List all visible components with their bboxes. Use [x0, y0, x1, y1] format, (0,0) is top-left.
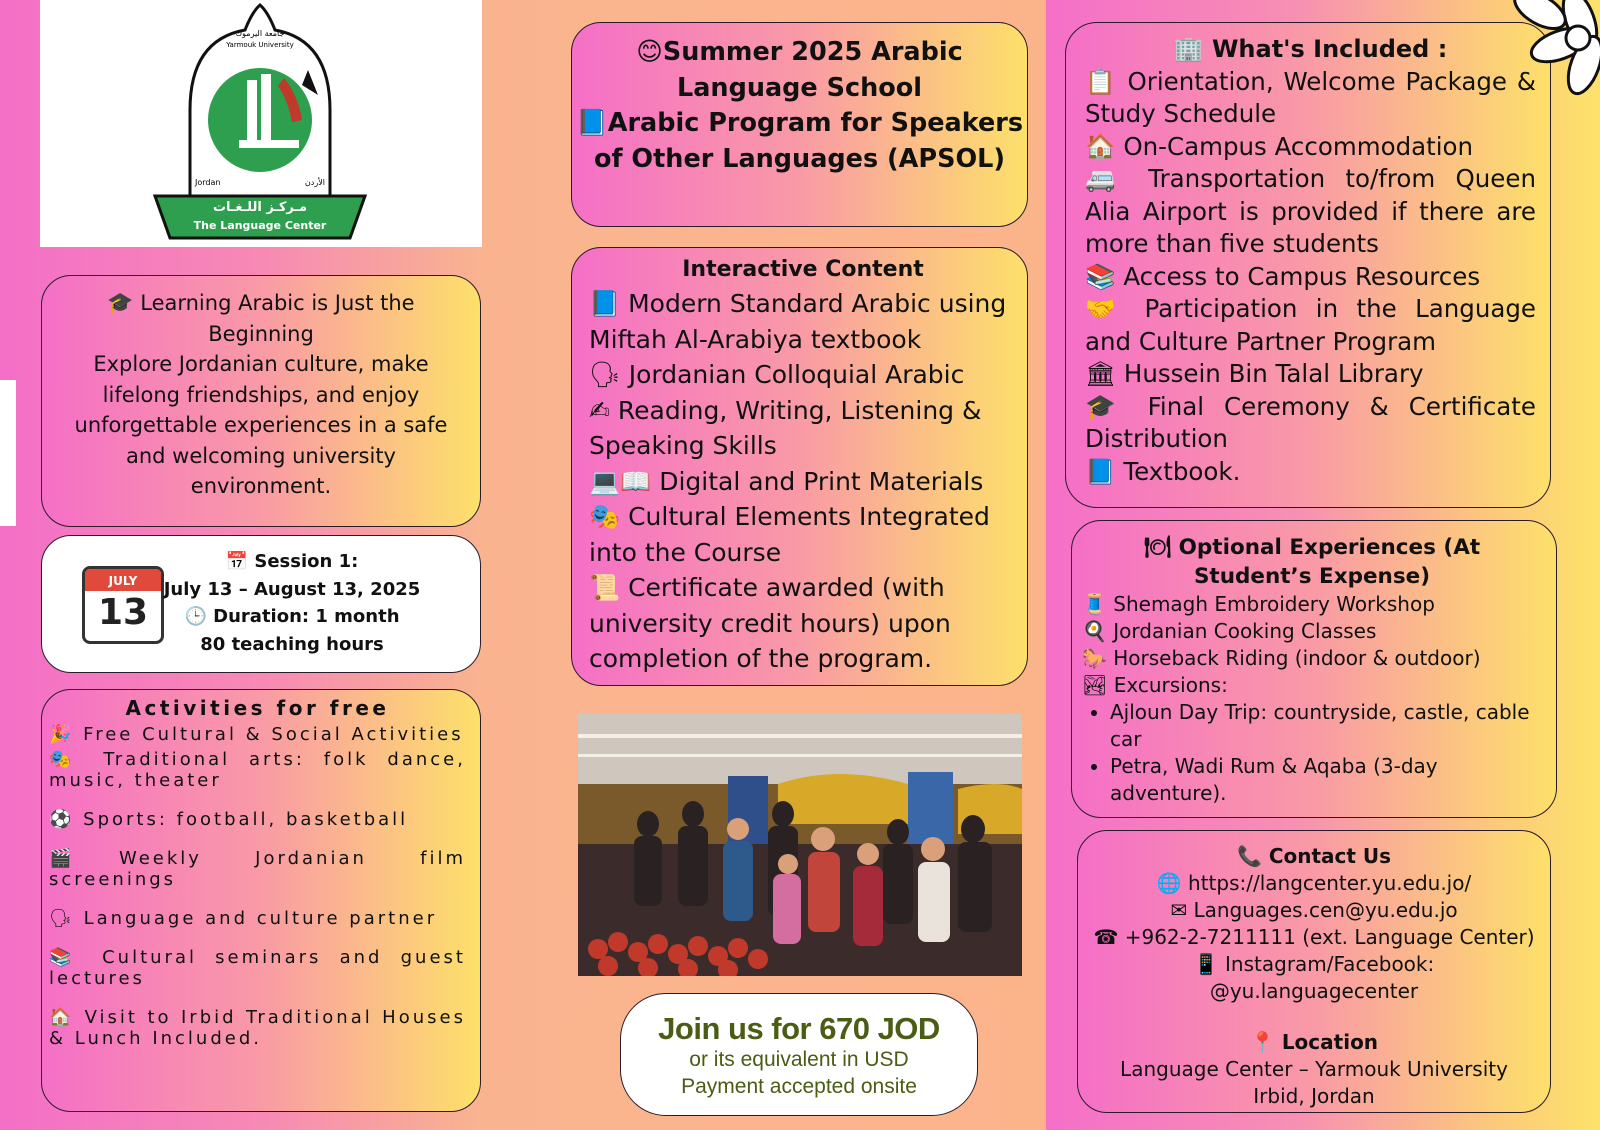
- contact-card: [1077, 830, 1551, 1113]
- intro-heading: Learning Arabic is Just the Beginning: [140, 291, 415, 346]
- language-center-emblem: [40, 0, 482, 247]
- graduation-cap-icon: 🎓: [107, 291, 134, 315]
- logo-english-top: Yarmouk University: [226, 41, 294, 49]
- included-item: 🏛 Hussein Bin Talal Library: [1085, 359, 1424, 388]
- session-label: Session 1:: [254, 551, 359, 572]
- interactive-item: 📘 Modern Standard Arabic using Miftah Al-Arabiya textbook: [589, 289, 1007, 354]
- activity-item: 🎬Weekly Jordanian film screenings: [49, 848, 466, 890]
- optional-item: 🏞 Excursions:: [1082, 673, 1228, 697]
- phone-icon: ☎: [1093, 925, 1119, 949]
- activities-title: Activities for free: [125, 696, 390, 720]
- optional-experiences-card: [1071, 520, 1557, 818]
- telephone-icon: 📞: [1236, 844, 1262, 868]
- party-popper-icon: 🎉: [49, 724, 75, 745]
- session-card: [41, 535, 481, 673]
- handshake-icon: 🤝: [1085, 294, 1127, 323]
- logo-arabic-top: جامعة اليرموك: [235, 29, 285, 38]
- included-item: 🤝 Participation in the Language and Culture Partner Program: [1085, 294, 1536, 356]
- theater-masks-icon: 🎭: [589, 502, 621, 531]
- excursion-item: • Petra, Wadi Rum & Aqaba (3-day adventure).: [1110, 753, 1542, 807]
- globe-icon: 🌐: [1156, 871, 1182, 895]
- intro-heading-line: [58, 288, 464, 349]
- books-icon: 📚: [1085, 261, 1116, 291]
- building-icon: 🏢: [1173, 35, 1204, 63]
- location-title: Location: [1281, 1030, 1379, 1054]
- optional-heading: [1082, 533, 1542, 591]
- thread-icon: 🧵: [1082, 592, 1107, 616]
- clapperboard-icon: 🎬: [49, 848, 119, 869]
- interactive-item: 🗣 Jordanian Colloquial Arabic: [589, 360, 965, 389]
- scroll-icon: 📜: [589, 573, 621, 602]
- smiley-icon: 😊: [636, 37, 663, 67]
- clock-icon: 🕒: [184, 606, 207, 627]
- group-photo-illustration: [578, 714, 1022, 976]
- laptop-book-icon: 💻📖: [589, 466, 652, 496]
- minibus-icon: 🚐: [1085, 164, 1128, 193]
- whats-included-card: [1065, 22, 1551, 508]
- location-line-1: Language Center – Yarmouk University: [1120, 1057, 1508, 1081]
- optional-item: 🧵 Shemagh Embroidery Workshop: [1082, 592, 1435, 616]
- activity-item: 🗣 Language and culture partner: [49, 908, 438, 929]
- book-icon: 📘: [575, 108, 608, 138]
- blue-book-icon: 📘: [1085, 456, 1116, 486]
- contact-title: Contact Us: [1268, 844, 1392, 868]
- interactive-item: ✍ Reading, Writing, Listening & Speaking Skills: [589, 395, 982, 460]
- program-apsol-title: Arabic Program for Speakers of Other Languages (APSOL): [593, 108, 1024, 174]
- group-photo: [578, 714, 1022, 976]
- blue-book-icon: 📘: [589, 289, 621, 318]
- price-payment: Payment accepted onsite: [681, 1075, 917, 1098]
- university-logo: [40, 0, 482, 247]
- included-item: 📚 Access to Campus Resources: [1085, 261, 1481, 291]
- plate-icon: 🍽: [1143, 535, 1172, 560]
- soccer-ball-icon: ⚽: [49, 809, 75, 830]
- envelope-icon: ✉: [1170, 898, 1188, 922]
- activity-item: ⚽ Sports: football, basketball: [49, 809, 409, 830]
- program-title-card: [571, 22, 1028, 227]
- flower-decoration-icon: [1500, 0, 1600, 110]
- location-pin-icon: 📍: [1249, 1030, 1275, 1054]
- location-line-2: Irbid, Jordan: [1253, 1084, 1375, 1108]
- contact-phone[interactable]: +962-2-7211111 (ext. Language Center): [1124, 925, 1535, 949]
- interactive-title: Interactive Content: [682, 257, 924, 282]
- program-school-title: Summer 2025 Arabic Language School: [662, 37, 963, 103]
- intro-body: Explore Jordanian culture, make lifelong friendships, and enjoy unforgettable experiences in a safe and welcoming university environment.: [74, 352, 448, 498]
- speaking-head-icon: 🗣: [49, 908, 75, 929]
- activities-card: [41, 689, 481, 1112]
- price-card: [620, 993, 978, 1116]
- speaking-head-icon: 🗣: [589, 360, 621, 389]
- mobile-phone-icon: 📱: [1193, 952, 1219, 976]
- included-item: 🚐 Transportation to/from Queen Alia Airport is provided if there are more than five students: [1085, 164, 1536, 258]
- intro-card: [41, 275, 481, 527]
- contact-email[interactable]: Languages.cen@yu.edu.jo: [1193, 898, 1458, 922]
- calendar-small-icon: 📅: [225, 551, 249, 572]
- included-title: What's Included :: [1211, 35, 1448, 63]
- included-item: 🎓 Final Ceremony & Certificate Distribution: [1085, 391, 1536, 453]
- excursion-list: [1082, 699, 1542, 807]
- interactive-content-card: [571, 247, 1028, 686]
- optional-item: 🍳 Jordanian Cooking Classes: [1082, 619, 1377, 643]
- included-item: 📋 Orientation, Welcome Package & Study Schedule: [1085, 66, 1536, 128]
- books-icon: 📚: [49, 947, 84, 968]
- edge-strip: [0, 380, 16, 526]
- interactive-item: 📜 Certificate awarded (with university credit hours) upon completion of the program.: [589, 573, 951, 673]
- calendar-day: 13: [97, 592, 149, 633]
- library-icon: 🏛: [1085, 359, 1117, 388]
- interactive-item: 💻📖 Digital and Print Materials: [589, 466, 984, 496]
- contact-social-handle[interactable]: @yu.languagecenter: [1209, 979, 1419, 1003]
- interactive-item: 🎭 Cultural Elements Integrated into the Course: [589, 502, 990, 567]
- activity-item: 📚 Cultural seminars and guest lectures: [49, 947, 466, 989]
- logo-right-label: الأردن: [304, 178, 325, 187]
- theater-masks-icon: 🎭: [49, 749, 85, 770]
- session-details: [152, 548, 432, 658]
- horse-icon: 🐎: [1082, 646, 1107, 670]
- excursion-item: • Ajloun Day Trip: countryside, castle, cable car: [1110, 699, 1542, 753]
- activity-item: 🎉 Free Cultural & Social Activities: [49, 724, 464, 745]
- included-item: 📘 Textbook.: [1085, 456, 1241, 486]
- writing-hand-icon: ✍: [589, 395, 610, 425]
- price-equivalent: or its equivalent in USD: [689, 1048, 909, 1071]
- included-item: 🏠 On-Campus Accommodation: [1085, 131, 1474, 161]
- contact-social-label: Instagram/Facebook:: [1225, 952, 1435, 976]
- graduation-cap-icon: 🎓: [1085, 391, 1128, 421]
- session-hours: 80 teaching hours: [200, 633, 384, 655]
- activity-item: 🎭 Traditional arts: folk dance, music, theater: [49, 749, 466, 791]
- included-heading: [1085, 33, 1536, 66]
- contact-website[interactable]: https://langcenter.yu.edu.jo/: [1188, 871, 1472, 895]
- optional-item: 🐎 Horseback Riding (indoor & outdoor): [1082, 646, 1481, 670]
- price-main: Join us for 670 JOD: [658, 1011, 940, 1046]
- logo-left-label: Jordan: [195, 178, 221, 187]
- activity-item: 🏠 Visit to Irbid Traditional Houses & Lunch Included.: [49, 1007, 466, 1049]
- house-icon: 🏠: [49, 1007, 76, 1028]
- logo-english-name: The Language Center: [193, 219, 327, 232]
- logo-arabic-name: مـركـز اللـغـات: [212, 200, 308, 215]
- calendar-month: JULY: [85, 569, 161, 591]
- clipboard-icon: 📋: [1085, 66, 1118, 96]
- optional-title: Optional Experiences (At Student’s Expense): [1178, 535, 1481, 589]
- session-dates: July 13 – August 13, 2025: [163, 578, 421, 600]
- landscape-icon: 🏞: [1082, 673, 1108, 697]
- house-icon: 🏠: [1085, 131, 1116, 161]
- cooking-icon: 🍳: [1082, 619, 1107, 643]
- session-duration: Duration: 1 month: [213, 606, 400, 627]
